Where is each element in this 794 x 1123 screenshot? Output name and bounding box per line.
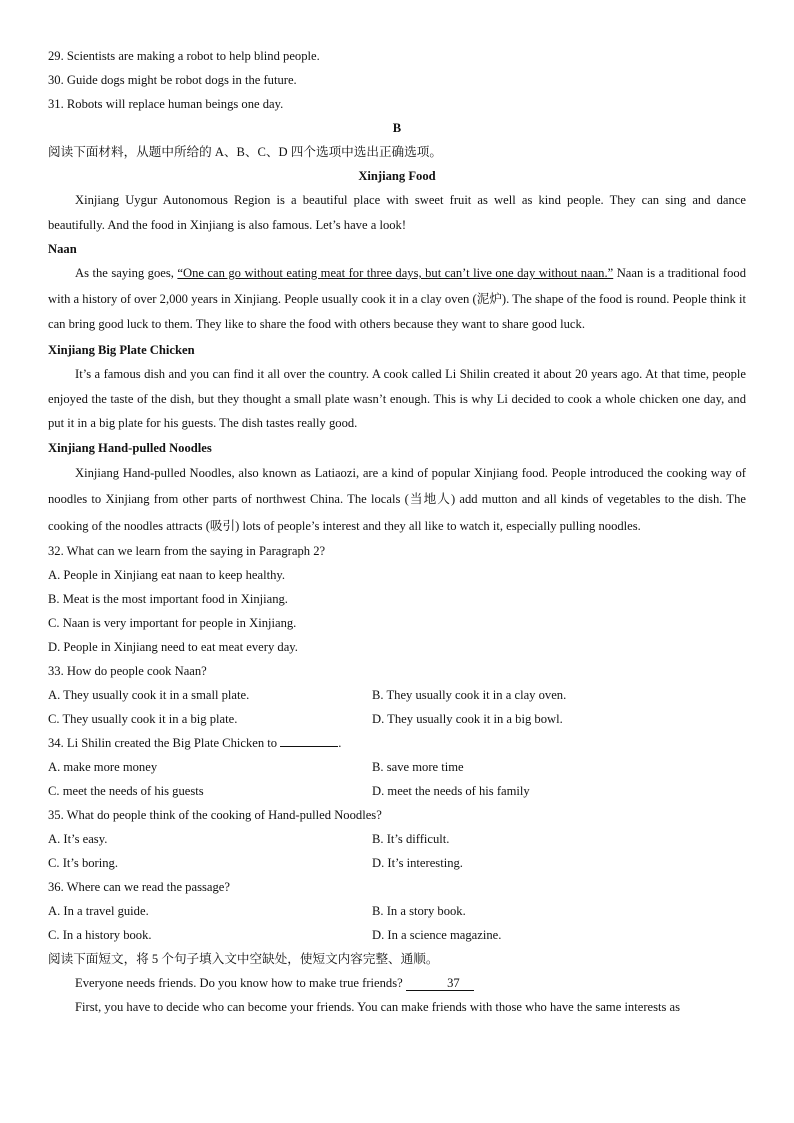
q34-stem-text: 34. Li Shilin created the Big Plate Chicken to: [48, 735, 278, 750]
statement-29: 29. Scientists are making a robot to help blind people.: [48, 49, 320, 63]
naan-heading: Naan: [48, 242, 77, 257]
q32-option-d: D. People in Xinjiang need to eat meat every day.: [48, 639, 298, 654]
document-page: [48, 44, 746, 1019]
intro-paragraph: Xinjiang Uygur Autonomous Region is a beautiful place with sweet fruit as well as kind people. They can sing and dance beautifully. And the food in Xinjiang is also famous. Let’s have a look!: [48, 193, 746, 232]
section-c-line-2: First, you have to decide who can become your friends. You can make friends with those who have the same interests as: [75, 999, 681, 1014]
q34-option-d: D. meet the needs of his family: [372, 783, 530, 798]
q33-row-1: [48, 683, 746, 707]
naan-paragraph: [48, 261, 746, 338]
q34-row-2: [48, 779, 746, 803]
section-c-line-1-text: Everyone needs friends. Do you know how to make true friends?: [75, 975, 403, 990]
section-b-label: B: [392, 121, 402, 135]
q33-option-a: A. They usually cook it in a small plate.: [48, 687, 250, 702]
q36-option-b: B. In a story book.: [372, 903, 466, 918]
q32-option-a: A. People in Xinjiang eat naan to keep healthy.: [48, 567, 285, 582]
q33-option-b: B. They usually cook it in a clay oven.: [372, 687, 567, 702]
q34-option-a: A. make more money: [48, 759, 158, 774]
q33-option-d: D. They usually cook it in a big bowl.: [372, 711, 563, 726]
q35-option-d: D. It’s interesting.: [372, 855, 463, 870]
question-36-stem: 36. Where can we read the passage?: [48, 879, 230, 894]
naan-pre: As the saying goes,: [75, 266, 178, 281]
question-33-stem: 33. How do people cook Naan?: [48, 663, 207, 678]
q34-row-1: [48, 755, 746, 779]
q35-option-c: C. It’s boring.: [48, 855, 118, 870]
blank-37: 37: [406, 976, 474, 991]
section-c-instruction: 阅读下面短文，将 5 个句子填入文中空缺处，使短文内容完整、通顺。: [48, 951, 439, 966]
q36-option-d: D. In a science magazine.: [372, 927, 502, 942]
statement-30: 30. Guide dogs might be robot dogs in the future.: [48, 73, 297, 87]
q34-option-b: B. save more time: [372, 759, 464, 774]
q36-row-2: [48, 923, 746, 947]
question-32-stem: 32. What can we learn from the saying in Paragraph 2?: [48, 543, 326, 558]
q35-row-2: [48, 851, 746, 875]
q35-row-1: [48, 827, 746, 851]
q34-option-c: C. meet the needs of his guests: [48, 783, 204, 798]
statement-31: 31. Robots will replace human beings one day.: [48, 97, 284, 111]
q36-option-c: C. In a history book.: [48, 927, 152, 942]
naan-saying: “One can go without eating meat for three days, but can’t live one day without naan.”: [177, 266, 614, 281]
chicken-heading: Xinjiang Big Plate Chicken: [48, 342, 195, 357]
question-35-stem: 35. What do people think of the cooking of Hand-pulled Noodles?: [48, 807, 382, 822]
noodles-heading: Xinjiang Hand-pulled Noodles: [48, 440, 212, 455]
section-b-instruction: 阅读下面材料，从题中所给的 A、B、C、D 四个选项中选出正确选项。: [48, 145, 442, 159]
question-34-stem: [48, 731, 746, 755]
q34-blank: [280, 746, 338, 747]
q32-option-b: B. Meat is the most important food in Xinjiang.: [48, 591, 288, 606]
q36-option-a: A. In a travel guide.: [48, 903, 149, 918]
passage-title: Xinjiang Food: [358, 169, 436, 183]
chicken-paragraph: It’s a famous dish and you can find it all over the country. A cook called Li Shilin created it about 20 years ago. At that time, people enjoyed the taste of the dish, but they thought a small plate wasn’t enough. This is why Li decided to cook a whole chicken one day, and put it in a big plate for his guests. The dish tastes really good.: [48, 366, 746, 431]
q34-stem-end: .: [338, 735, 342, 750]
q33-row-2: [48, 707, 746, 731]
q36-row-1: [48, 899, 746, 923]
q33-option-c: C. They usually cook it in a big plate.: [48, 711, 238, 726]
q32-option-c: C. Naan is very important for people in Xinjiang.: [48, 615, 297, 630]
noodles-paragraph: Xinjiang Hand-pulled Noodles, also known as Latiaozi, are a kind of popular Xinjiang food. People introduced the cooking way of noodles to Xinjiang from other parts of northwest China. The locals (当地人) add mutton and all kinds of vegetables to the dish. The cooking of the noodles attracts (吸引) lots of people’s interest and they all like to watch it, especially pulling noodles.: [48, 465, 746, 533]
q35-option-b: B. It’s difficult.: [372, 831, 450, 846]
section-c-line-1: [48, 971, 746, 995]
q35-option-a: A. It’s easy.: [48, 831, 108, 846]
naan-post: Naan is a traditional food with a history of over 2,000 years in Xinjiang. People usually cook it in a clay oven (泥炉). The shape of the food is round. People think it can bring good luck to them. They like to share the food with others because they want to share good luck.: [48, 266, 746, 332]
